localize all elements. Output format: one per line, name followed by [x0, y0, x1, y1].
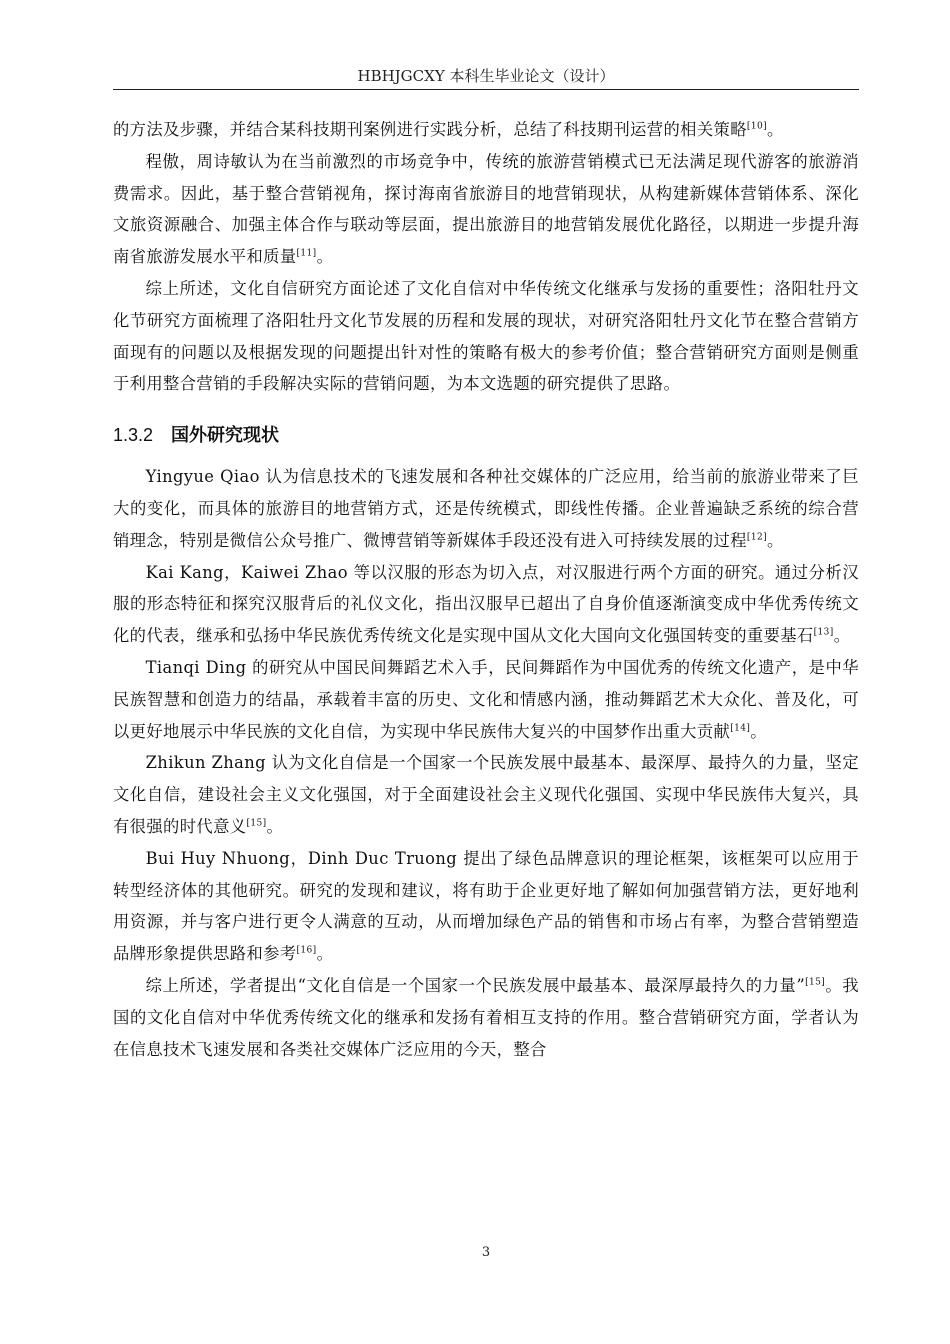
paragraph-text: 综上所述，学者提出“文化自信是一个国家一个民族发展中最基本、最深厚最持久的力量” — [145, 975, 806, 995]
citation: [10] — [746, 121, 767, 132]
section-title: 国外研究现状 — [171, 425, 280, 447]
citation: [13] — [813, 627, 834, 638]
header-rule — [113, 89, 859, 90]
paragraph-text: 程傲，周诗敏认为在当前激烈的市场竞争中，传统的旅游营销模式已无法满足现代游客的旅游消费需求。因此，基于整合营销视角，探讨海南省旅游目的地营销现状，从构建新媒体营销体系、深化文旅资源融合、加强主体合作与联动等层面，提出旅游目的地营销发展优化路径，以期进一步提升海南省旅游发展水平和质量 — [113, 151, 859, 267]
paragraph-tail: 。 — [750, 721, 767, 741]
page-number: 3 — [481, 1245, 491, 1260]
paragraph — [113, 843, 859, 970]
citation: [14] — [730, 723, 751, 734]
paragraph-text: Yingyue Qiao 认为信息技术的飞速发展和各种社交媒体的广泛应用，给当前的旅游业带来了巨大的变化，而具体的旅游目的地营销方式，还是传统模式，即线性传播。企业普遍缺乏系统的综合营销理念，特别是微信公众号推广、微博营销等新媒体手段还没有进入可持续发展的过程 — [113, 467, 859, 550]
citation: [15] — [805, 977, 826, 988]
paragraph — [113, 747, 859, 842]
paragraph-continuation — [113, 114, 859, 146]
paragraph-tail: 。 — [266, 816, 284, 836]
paragraph-tail: 。 — [316, 247, 334, 267]
body-text — [113, 114, 859, 1065]
paragraph-tail: 。 — [766, 120, 784, 139]
paragraph-tail: 。 — [833, 626, 851, 646]
citation: [15] — [246, 818, 267, 829]
paragraph — [113, 273, 859, 400]
paragraph-tail: 。 — [766, 530, 784, 550]
paragraph — [113, 557, 859, 652]
paragraph-text: Bui Huy Nhuong，Dinh Duc Truong 提出了绿色品牌意识的理论框架，该框架可以应用于转型经济体的其他研究。研究的发现和建议，将有助于企业更好地了解如何加强营销方法，更好地利用资源，并与客户进行更令人满意的互动，从而增加绿色产品的销售和市场占有率，为整合营销塑造品牌形象提供思路和参考 — [113, 848, 859, 964]
paragraph-text: Tianqi Ding 的研究从中国民间舞蹈艺术入手，民间舞蹈作为中国优秀的传统文化遗产，是中华民族智慧和创造力的结晶，承载着丰富的历史、文化和情感内涵，推动舞蹈艺术大众化、普及化，可以更好地展示中华民族的文化自信，为实现中华民族伟大复兴的中国梦作出重大贡献 — [113, 657, 859, 741]
citation: [11] — [296, 248, 317, 259]
paragraph-text: 综上所述，文化自信研究方面论述了文化自信对中华传统文化继承与发扬的重要性；洛阳牡丹文化节研究方面梳理了洛阳牡丹文化节发展的历程和发展的现状，对研究洛阳牡丹文化节在整合营销方面现有的问题以及根据发现的问题提出针对性的策略有极大的参考价值；整合营销研究方面则是侧重于利用整合营销的手段解决实际的营销问题，为本文选题的研究提供了思路。 — [113, 278, 859, 394]
section-heading — [113, 420, 859, 451]
paragraph — [113, 970, 859, 1065]
paragraph-tail: 。我国的文化自信对中华优秀传统文化的继承和发扬有着相互支持的作用。整合营销研究方面，学者认为在信息技术飞速发展和各类社交媒体广泛应用的今天，整合 — [113, 975, 859, 1059]
paragraph — [113, 461, 859, 556]
paragraph-text: Kai Kang，Kaiwei Zhao 等以汉服的形态为切入点，对汉服进行两个方面的研究。通过分析汉服的形态特征和探究汉服背后的礼仪文化，指出汉服早已超出了自身价值逐渐演变成中华优秀传统文化的代表，继承和弘扬中华民族优秀传统文化是实现中国从文化大国向文化强国转变的重要基石 — [113, 562, 859, 646]
paragraph — [113, 146, 859, 273]
citation: [16] — [296, 945, 317, 956]
section-number: 1.3.2 — [113, 425, 154, 446]
citation: [12] — [746, 532, 767, 543]
running-header: HBHJGCXY 本科生毕业论文（设计） — [357, 67, 615, 85]
paragraph-tail: 。 — [316, 944, 334, 964]
paragraph-text: Zhikun Zhang 认为文化自信是一个国家一个民族发展中最基本、最深厚、最持久的力量，坚定文化自信，建设社会主义文化强国，对于全面建设社会主义现代化强国、实现中华民族伟大复兴，具有很强的时代意义 — [113, 753, 859, 836]
paragraph — [113, 652, 859, 747]
paragraph-text: 的方法及步骤，并结合某科技期刊案例进行实践分析，总结了科技期刊运营的相关策略 — [113, 120, 747, 139]
